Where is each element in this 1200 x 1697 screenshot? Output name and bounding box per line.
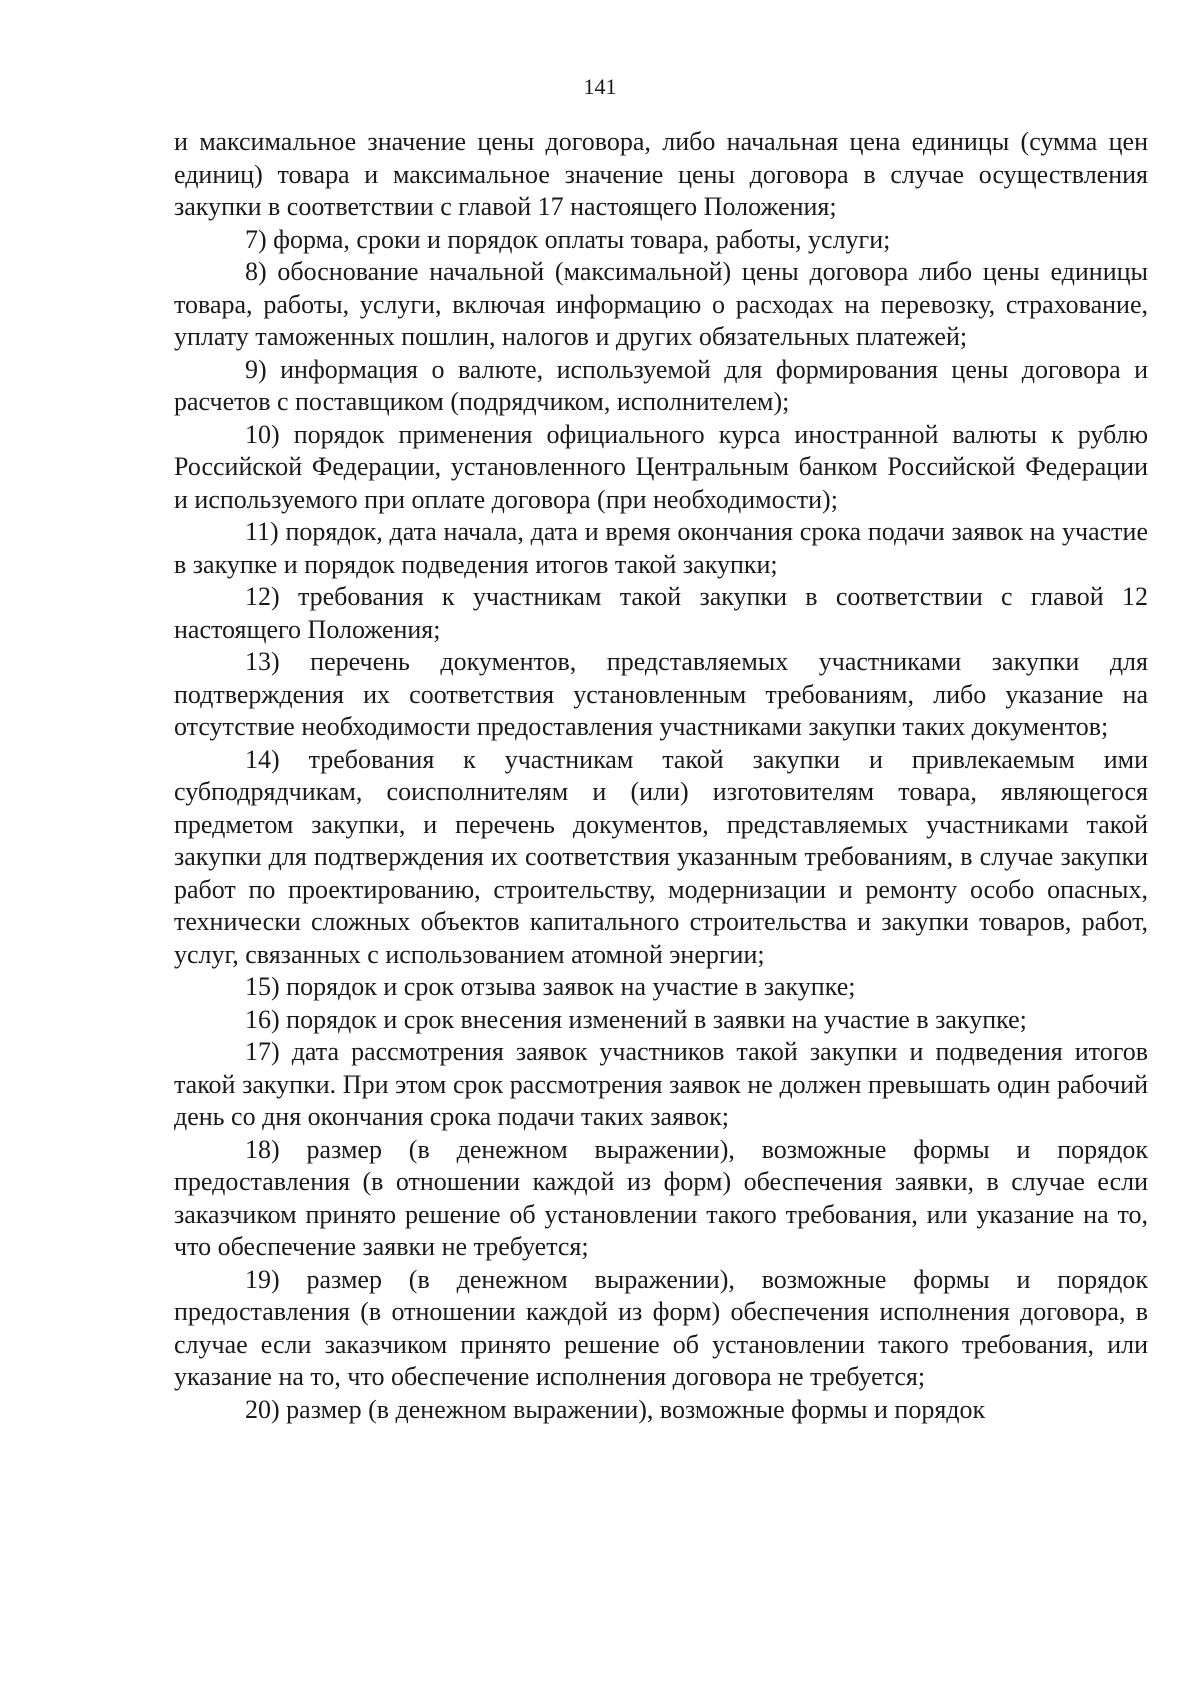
paragraph-item-17: 17) дата рассмотрения заявок участников такой закупки и подведения итогов такой закупки. При этом срок рассмотрения заявок не должен превышать один рабочий день со дня окончания срока подачи таких заявок; bbox=[174, 1037, 1148, 1131]
paragraph-item-11: 11) порядок, дата начала, дата и время окончания срока подачи заявок на участие в закупке и порядок подведения итогов такой закупки; bbox=[174, 517, 1148, 579]
paragraph-item-15: 15) порядок и срок отзыва заявок на участие в закупке; bbox=[245, 972, 856, 1001]
paragraph-item-7: 7) форма, сроки и порядок оплаты товара, работы, услуги; bbox=[245, 224, 891, 254]
page-number: 141 bbox=[583, 74, 617, 99]
paragraph-item-18: 18) размер (в денежном выражении), возможные формы и порядок предоставления (в отношении каждой из форм) обеспечения заявки, в случае если заказчиком принято решение об установлении такого требования, или указание на то, что обеспечение заявки не требуется; bbox=[174, 1134, 1148, 1261]
document-body bbox=[174, 126, 1148, 1426]
paragraph-item-9: 9) информация о валюте, используемой для формирования цены договора и расчетов с поставщиком (подрядчиком, исполнителем); bbox=[174, 354, 1148, 416]
paragraph-item-8: 8) обоснование начальной (максимальной) цены договора либо цены единицы товара, работы, услуги, включая информацию о расходах на перевозку, страхование, уплату таможенных пошлин, налогов и других обязательных платежей; bbox=[174, 257, 1148, 351]
paragraph-item-12: 12) требования к участникам такой закупки в соответствии с главой 12 настоящего Положения; bbox=[174, 582, 1148, 644]
paragraph-item-19: 19) размер (в денежном выражении), возможные формы и порядок предоставления (в отношении каждой из форм) обеспечения исполнения договора, в случае если заказчиком принято решение об установлении такого требования, или указание на то, что обеспечение исполнения договора не требуется; bbox=[174, 1264, 1148, 1391]
paragraph-item-14: 14) требования к участникам такой закупки и привлекаемым ими субподрядчикам, соисполнителям и (или) изготовителям товара, являющегося предметом закупки, и перечень документов, представляемых участниками такой закупки для подтверждения их соответствия указанным требованиям, в случае закупки работ по проектированию, строительству, модернизации и ремонту особо опасных, технически сложных объектов капитального строительства и закупки товаров, работ, услуг, связанных с использованием атомной энергии; bbox=[174, 744, 1148, 969]
paragraph-item-20: 20) размер (в денежном выражении), возможные формы и порядок bbox=[245, 1394, 986, 1424]
paragraph-continuation: и максимальное значение цены договора, либо начальная цена единицы (сумма цен единиц) товара и максимальное значение цены договора в случае осуществления закупки в соответствии с главой 17 настоящего Положения; bbox=[174, 127, 1148, 221]
paragraph-item-13: 13) перечень документов, представляемых участниками закупки для подтверждения их соответствия установленным требованиям, либо указание на отсутствие необходимости предоставления участниками закупки таких документов; bbox=[174, 647, 1148, 741]
paragraph-item-10: 10) порядок применения официального курса иностранной валюты к рублю Российской Федерации, установленного Центральным банком Российской Федерации и используемого при оплате договора (при необходимости); bbox=[174, 419, 1148, 514]
paragraph-item-16: 16) порядок и срок внесения изменений в заявки на участие в закупке; bbox=[245, 1004, 1027, 1034]
